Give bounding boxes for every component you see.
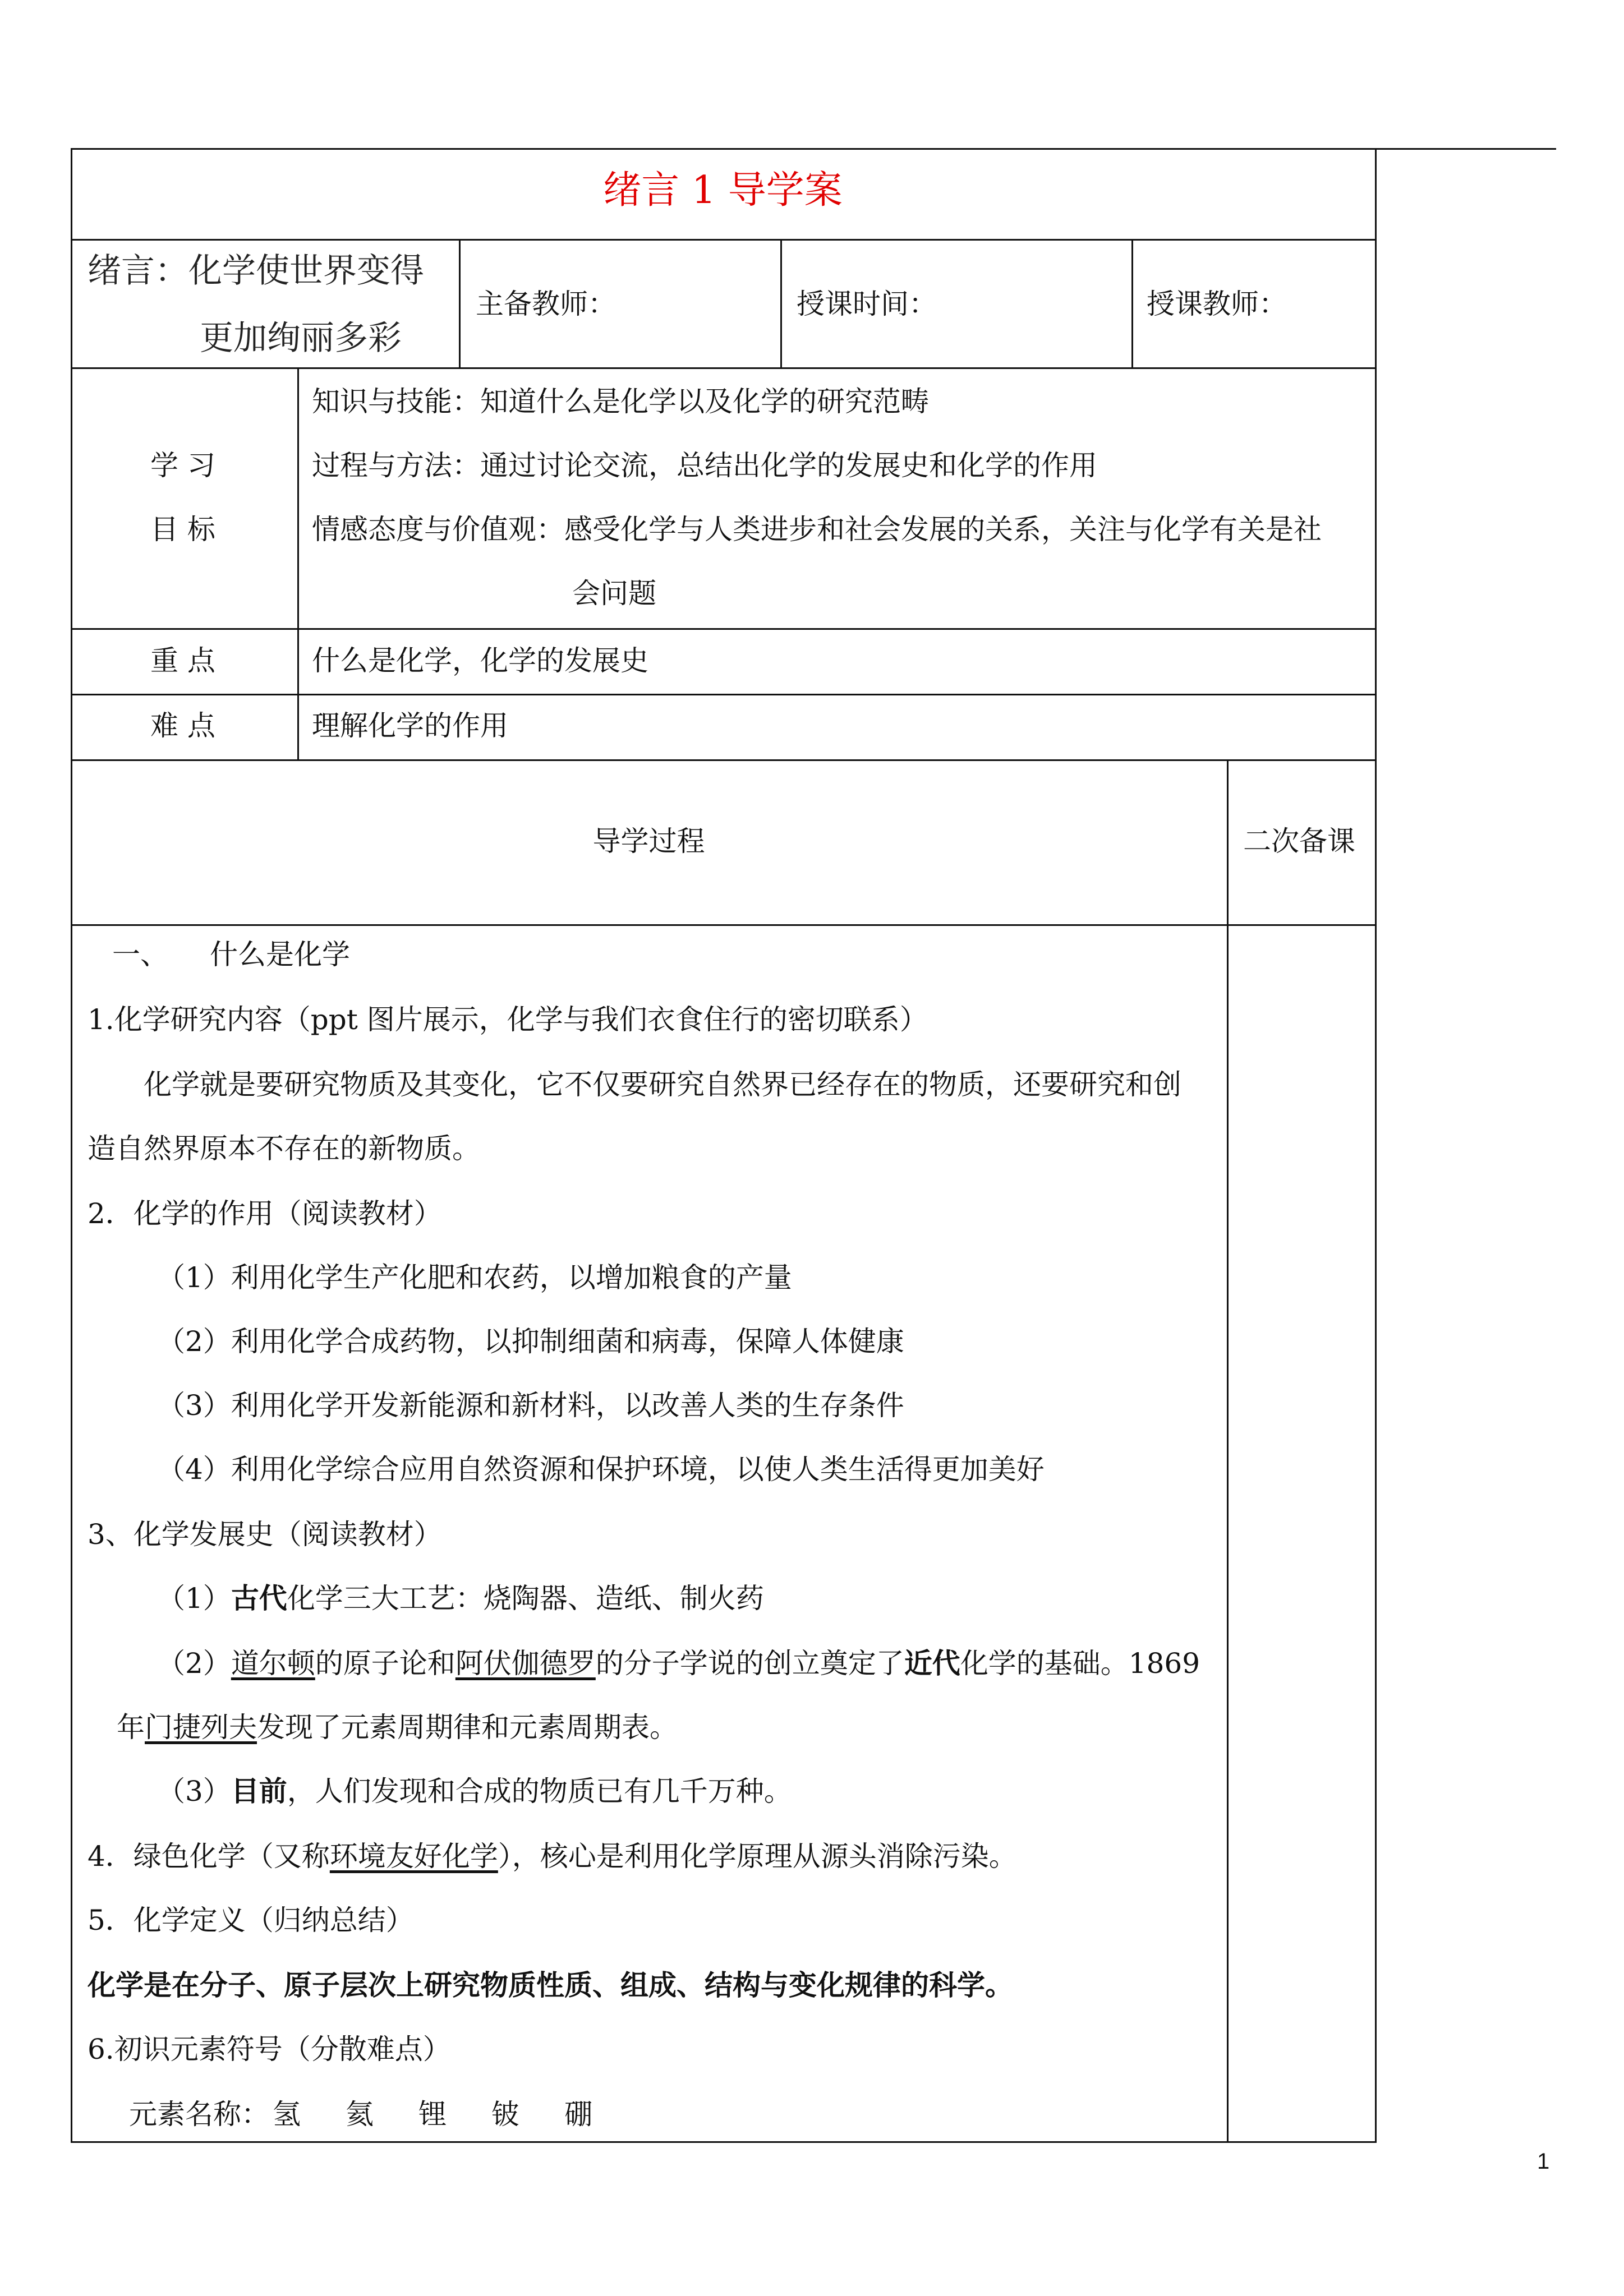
definition-title: 5．化学定义（归纳总结） bbox=[88, 1904, 414, 1937]
history-title: 3、化学发展史（阅读教材） bbox=[88, 1518, 442, 1551]
chemistry-definition: 化学是在分子、原子层次上研究物质性质、组成、结构与变化规律的科学。 bbox=[88, 1968, 1013, 2002]
research-content-title: 1.化学研究内容（ppt 图片展示，化学与我们衣食住行的密切联系） bbox=[88, 1003, 928, 1036]
difficulty-text: 理解化学的作用 bbox=[312, 709, 508, 742]
role-item: （3）利用化学开发新能源和新材料，以改善人类的生存条件 bbox=[157, 1389, 904, 1422]
element-name: 硼 bbox=[564, 2098, 592, 2131]
role-title: 2．化学的作用（阅读教材） bbox=[88, 1197, 442, 1230]
class-time-label: 授课时间： bbox=[797, 288, 937, 320]
objective-attitude-cont: 会问题 bbox=[572, 577, 656, 610]
process-header: 导学过程 bbox=[592, 825, 705, 857]
page-title: 绪言 1 导学案 bbox=[603, 168, 843, 213]
chapter-title-line1: 绪言：化学使世界变得 bbox=[88, 251, 424, 291]
objective-knowledge: 知识与技能：知道什么是化学以及化学的研究范畴 bbox=[312, 385, 929, 418]
history-item-modern: （2）道尔顿的原子论和阿伏伽德罗的分子学说的创立奠定了近代化学的基础。1869 bbox=[157, 1647, 1200, 1680]
research-content-body-2: 造自然界原本不存在的新物质。 bbox=[88, 1132, 480, 1165]
history-item-current: （3）目前，人们发现和合成的物质已有几千万种。 bbox=[157, 1774, 792, 1808]
row-divider bbox=[71, 694, 1377, 695]
difficulty-label: 难 点 bbox=[150, 709, 215, 742]
element-names-label: 元素名称： bbox=[129, 2098, 269, 2131]
col-divider bbox=[297, 367, 299, 759]
objective-attitude: 情感态度与价值观：感受化学与人类进步和社会发展的关系，关注与化学有关是社 bbox=[312, 513, 1322, 546]
element-name: 氢 bbox=[273, 2098, 301, 2131]
col-divider bbox=[1227, 759, 1229, 2143]
row-divider bbox=[71, 367, 1377, 369]
research-content-body-1: 化学就是要研究物质及其变化，它不仅要研究自然界已经存在的物质，还要研究和创 bbox=[144, 1068, 1181, 1101]
element-symbols-title: 6.初识元素符号（分散难点） bbox=[88, 2033, 451, 2066]
row-divider bbox=[71, 628, 1377, 630]
section1-number: 一、 bbox=[112, 938, 168, 971]
chapter-title-line2: 更加绚丽多彩 bbox=[200, 319, 402, 358]
green-chemistry: 4．绿色化学（又称环境友好化学），核心是利用化学原理从源头消除污染。 bbox=[88, 1840, 1017, 1873]
key-point-text: 什么是化学，化学的发展史 bbox=[312, 644, 648, 677]
col-divider bbox=[1131, 239, 1133, 367]
role-item: （4）利用化学综合应用自然资源和保护环境，以使人类生活得更加美好 bbox=[157, 1453, 1045, 1486]
row-divider bbox=[71, 239, 1377, 241]
history-item-ancient: （1）古代化学三大工艺：烧陶器、造纸、制火药 bbox=[157, 1582, 764, 1615]
teacher-label: 授课教师： bbox=[1147, 288, 1287, 320]
second-prep-header: 二次备课 bbox=[1243, 825, 1355, 857]
objectives-label-line2: 目 标 bbox=[150, 513, 215, 546]
element-name: 铍 bbox=[491, 2098, 519, 2131]
element-name: 氦 bbox=[346, 2098, 374, 2131]
history-item-modern-cont: 年门捷列夫发现了元素周期律和元素周期表。 bbox=[117, 1711, 678, 1744]
objective-process: 过程与方法：通过讨论交流，总结出化学的发展史和化学的作用 bbox=[312, 449, 1097, 482]
col-divider bbox=[780, 239, 782, 367]
key-point-label: 重 点 bbox=[150, 644, 215, 677]
element-name: 锂 bbox=[418, 2098, 447, 2131]
row-divider bbox=[71, 759, 1377, 761]
role-item: （2）利用化学合成药物，以抑制细菌和病毒，保障人体健康 bbox=[157, 1325, 904, 1358]
row-divider bbox=[71, 924, 1377, 926]
section1-title: 什么是化学 bbox=[210, 938, 350, 971]
lead-teacher-label: 主备教师： bbox=[476, 288, 616, 320]
col-divider bbox=[459, 239, 461, 367]
page-number: 1 bbox=[1537, 2149, 1550, 2174]
role-item: （1）利用化学生产化肥和农药，以增加粮食的产量 bbox=[157, 1261, 792, 1294]
objectives-label-line1: 学 习 bbox=[150, 449, 215, 482]
